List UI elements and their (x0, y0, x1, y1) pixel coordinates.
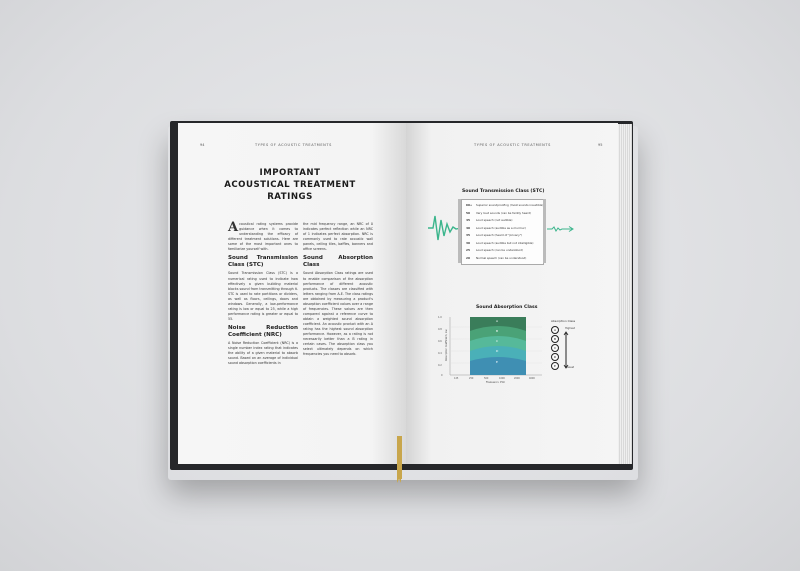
band-label-e: E (496, 360, 498, 364)
x-tick: 250 (469, 377, 474, 380)
stc-row: 30 Loud speech (audible but not intelligible) (466, 240, 534, 245)
legend-scale-arrow-icon (563, 331, 569, 369)
intro-text: coustical rating systems provide guidance when it comes to understanding the efficacy of different treatment solutions. Here are some of the most important ones to familiarize yourself with. (228, 222, 298, 252)
stc-row: 20 Normal speech (can be understood) (466, 255, 527, 260)
legend-high-label: Highest (565, 327, 575, 330)
y-tick: 0.8 (438, 328, 442, 331)
legend-item-a: A (551, 326, 559, 334)
title-line-1: IMPORTANT (259, 168, 321, 178)
stc-row: 50 Very loud sounds (can be faintly heard) (466, 210, 532, 215)
y-tick: 0 (441, 374, 443, 377)
stc-row: 35 Loud speech (heard of "privacy") (466, 233, 523, 237)
left-running-head: TYPES OF ACOUSTIC TREATMENTS (255, 143, 332, 147)
right-running-head: TYPES OF ACOUSTIC TREATMENTS (474, 143, 551, 147)
title-line-2: ACOUSTICAL TREATMENT (224, 180, 356, 190)
left-column (228, 222, 298, 369)
stc-wall-right (543, 199, 546, 263)
x-tick: 1000 (499, 377, 505, 380)
x-tick: 125 (454, 377, 459, 380)
nrc-heading: Noise Reduction Coefficient (NRC) (228, 324, 298, 338)
sound-wave-out-icon (547, 222, 579, 236)
band-e (470, 357, 526, 375)
right-page (406, 123, 618, 464)
intro-paragraph (228, 222, 298, 252)
x-tick: 500 (484, 377, 489, 380)
sac-heading: Sound Absorption Class (303, 255, 373, 268)
x-tick: 4000 (529, 377, 535, 380)
legend-item-b: B (551, 335, 559, 343)
y-axis-label: Absorption Coefficient, αw (445, 329, 448, 361)
sac-paragraph: Sound Absorption Class ratings are used to enable comparison of the absorption performance of different acoustic products. The classes are classified with letters ranging from A-E. The class ratings are obtained by measuring a product's absorption coefficient values over a range of frequencies. These values are then compared against a reference curve to obtain a weighted sound absorption coefficient. An acoustic product with an A rating has the highest sound absorption performance. However, as a rating is not necessarily better than a B rating in certain cases. The absorption class you select ultimately depends on which frequencies you need to absorb. (303, 271, 373, 357)
stc-paragraph: Sound Transmission Class (STC) is a numerical rating used to indicate how effectively a given building material blocks sound from transmitting through it. STC is used to rate partitions or dividers, as well as floors, ceilings, doors and windows. Generally, a low-performance rating is low or equal to 25, while a high performance rating is greater or equal to 55. (228, 271, 298, 321)
band-label-c: C (496, 339, 499, 343)
legend-item-d: D (551, 353, 559, 361)
bookmark-ribbon (397, 436, 402, 479)
nrc-paragraph: A Noise Reduction Coefficient (NRC) is a single number index rating that indicates the ability of a given material to absorb sound. Based on an average of individual sound absorption coefficients in (228, 341, 298, 366)
nrc-continued: the mid frequency range, an NRC of 0 indicates perfect reflection while an NRC of 1 indicates perfect absorption. NRC is commonly used to rate acoustic wall panels, ceiling tiles, baffles, banners and office screens. (303, 222, 373, 252)
legend-title: Absorption Class (551, 319, 576, 323)
stc-row: 40 Loud speech (audible as a murmur) (466, 225, 526, 230)
sac-chart (438, 313, 548, 383)
band-label-b: B (496, 329, 499, 333)
sac-figure-title: Sound Absorption Class (476, 305, 538, 310)
page-edges (616, 124, 632, 464)
band-label-a: A (496, 319, 499, 323)
stc-row: 25 Loud speech (can be understood) (466, 248, 523, 252)
stc-row: 60+ Superior soundproofing (most sounds inaudible) (466, 203, 544, 207)
y-tick: 0.2 (438, 364, 442, 367)
y-tick: 0.6 (438, 340, 442, 343)
right-page-number: 95 (598, 143, 603, 147)
stc-table (461, 199, 544, 265)
stc-figure-title: Sound Transmission Class (STC) (462, 189, 545, 194)
stc-row: 45 Loud speech (not audible) (466, 218, 513, 222)
title-line-3: RATINGS (267, 192, 313, 202)
legend-low-label: Lowest (565, 366, 575, 369)
x-tick: 2000 (514, 377, 520, 380)
x-axis-label: Frequency (Hz) (486, 381, 505, 383)
legend-item-e: E (551, 362, 559, 370)
band-label-d: D (496, 349, 499, 353)
stc-heading: Sound Transmission Class (STC) (228, 255, 298, 268)
left-page-number: 94 (200, 143, 205, 147)
legend-item-c: C (551, 344, 559, 352)
y-tick: 1.0 (438, 316, 442, 319)
dropcap: A (228, 220, 239, 235)
right-column (303, 222, 373, 360)
page-title (210, 167, 370, 203)
y-tick: 0.4 (438, 352, 442, 355)
